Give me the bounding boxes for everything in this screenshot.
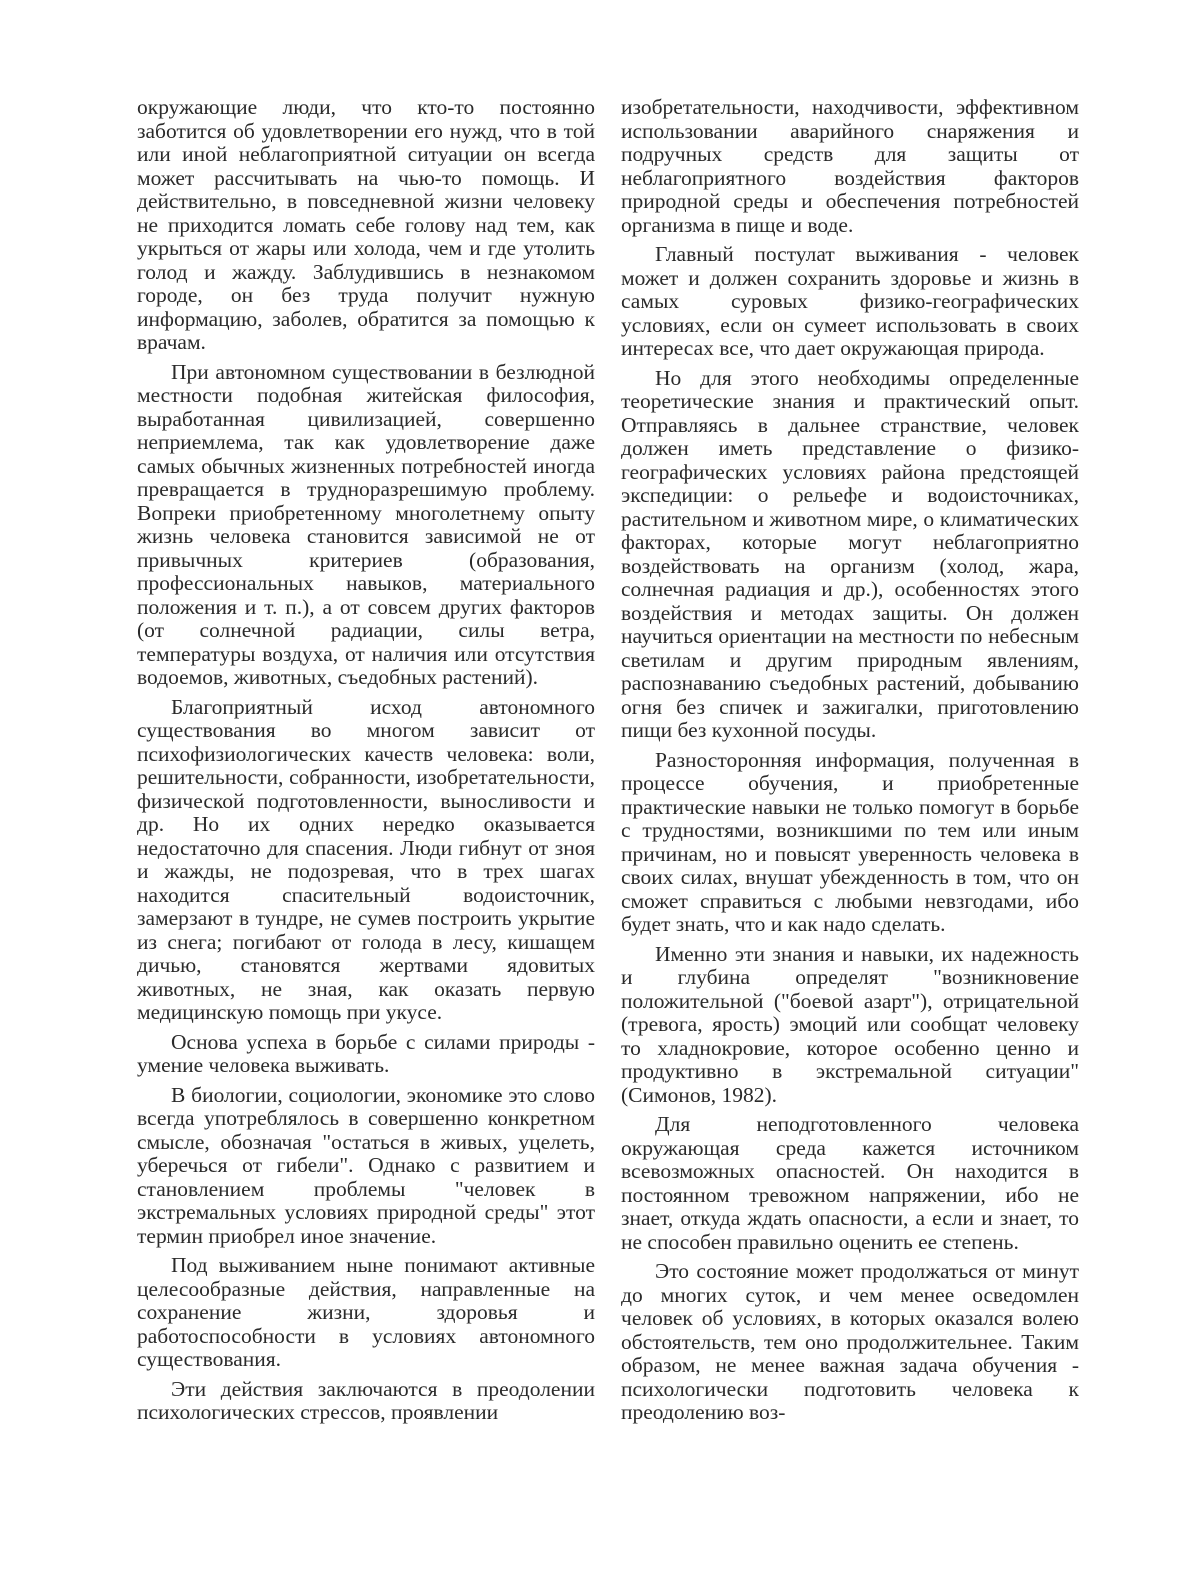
paragraph: Разносторонняя информация, полученная в процессе обучения, и приобретенные практические навыки не только помогут в борьбе с трудностями, возникшими по тем или иным причинам, но и повысят уверенность человека в своих силах, внушат убежденность в том, что он сможет справиться с любыми невзгодами, ибо будет знать, что и как надо сделать.: [621, 747, 1079, 936]
paragraph: Именно эти знания и навыки, их надежность и глубина определят "возникновение положительной ("боевой азарт"), отрицательной (тревога, ярость) эмоций или сообщат человеку то хладнокровие, которое особенно ценно и продуктивно в экстремальной ситуации" (Симонов, 1982).: [621, 941, 1079, 1107]
paragraph: При автономном существовании в безлюдной местности подобная житейская философия, выработанная цивилизацией, совершенно неприемлема, так как удовлетворение даже самых обычных жизненных потребностей иногда превращается в трудноразрешимую проблему. Вопреки приобретенному многолетнему опыту жизнь человека становится зависимой не от привычных критериев (образования, профессиональных навыков, материального положения и т. п.), а от совсем других факторов (от солнечной радиации, силы ветра, температуры воздуха, от наличия или отсутствия водоемов, животных, съедобных растений).: [137, 359, 595, 689]
paragraph: Но для этого необходимы определенные теоретические знания и практический опыт. Отправляясь в дальнее странствие, человек должен иметь представление о физико-географических условиях района предстоящей экспедиции: о рельефе и водоисточниках, растительном и животном мире, о климатических факторах, которые могут неблагоприятно воздействовать на организм (холод, жара, солнечная радиация и др.), особенностях этого воздействия и методах защиты. Он должен научиться ориентации на местности по небесным светилам и другим природным явлениям, распознаванию съедобных растений, добыванию огня без спичек и зажигалки, приготовлению пищи без кухонной посуды.: [621, 365, 1079, 742]
paragraph-continued: изобретательности, находчивости, эффективном использовании аварийного снаряжения и подручных средств для защиты от неблагоприятного воздействия факторов природной среды и обеспечения потребностей организма в пище и воде.: [621, 95, 1079, 237]
paragraph: Благоприятный исход автономного существования во многом зависит от психофизиологических качеств человека: воли, решительности, собранности, изобретательности, физической подготовленности, выносливости и др. Но их одних нередко оказывается недостаточно для спасения. Люди гибнут от зноя и жажды, не подозревая, что в трех шагах находится спасительный водоисточник, замерзают в тундре, не сумев построить укрытие из снега; погибают от голода в лесу, кишащем дичью, становятся жертвами ядовитых животных, не зная, как оказать первую медицинскую помощь при укусе.: [137, 694, 595, 1024]
paragraph: Главный постулат выживания - человек может и должен сохранить здоровье и жизнь в самых суровых физико-географических условиях, если он сумеет использовать в своих интересах все, что дает окружающая природа.: [621, 242, 1079, 360]
right-column: [621, 96, 1079, 1431]
paragraph: Под выживанием ныне понимают активные целесообразные действия, направленные на сохранение жизни, здоровья и работоспособности в условиях автономного существования.: [137, 1253, 595, 1371]
left-column: [137, 96, 595, 1431]
paragraph: Для неподготовленного человека окружающая среда кажется источником всевозможных опасностей. Он находится в постоянном тревожном напряжении, ибо не знает, откуда ждать опасности, а если и знает, то не способен правильно оценить ее степень.: [621, 1112, 1079, 1254]
paragraph: В биологии, социологии, экономике это слово всегда употреблялось в совершенно конкретном смысле, обозначая "остаться в живых, уцелеть, уберечься от гибели". Однако с развитием и становлением проблемы "человек в экстремальных условиях природной среды" этот термин приобрел иное значение.: [137, 1082, 595, 1248]
paragraph: Это состояние может продолжаться от минут до многих суток, и чем менее осведомлен человек об условиях, в которых оказался волею обстоятельств, тем оно продолжительнее. Таким образом, не менее важная задача обучения - психологически подготовить человека к преодолению воз-: [621, 1259, 1079, 1424]
paragraph: Эти действия заключаются в преодолении психологических стрессов, проявлении: [137, 1376, 595, 1424]
paragraph: Основа успеха в борьбе с силами природы - умение человека выживать.: [137, 1029, 595, 1077]
paragraph-continued: окружающие люди, что кто-то постоянно заботится об удовлетворении его нужд, что в той или иной неблагоприятной ситуации он всегда может рассчитывать на чью-то помощь. И действительно, в повседневной жизни человеку не приходится ломать себе голову над тем, как укрыться от жары или холода, чем и где утолить голод и жажду. Заблудившись в незнакомом городе, он без труда получит нужную информацию, заболев, обратится за помощью к врачам.: [137, 95, 595, 354]
